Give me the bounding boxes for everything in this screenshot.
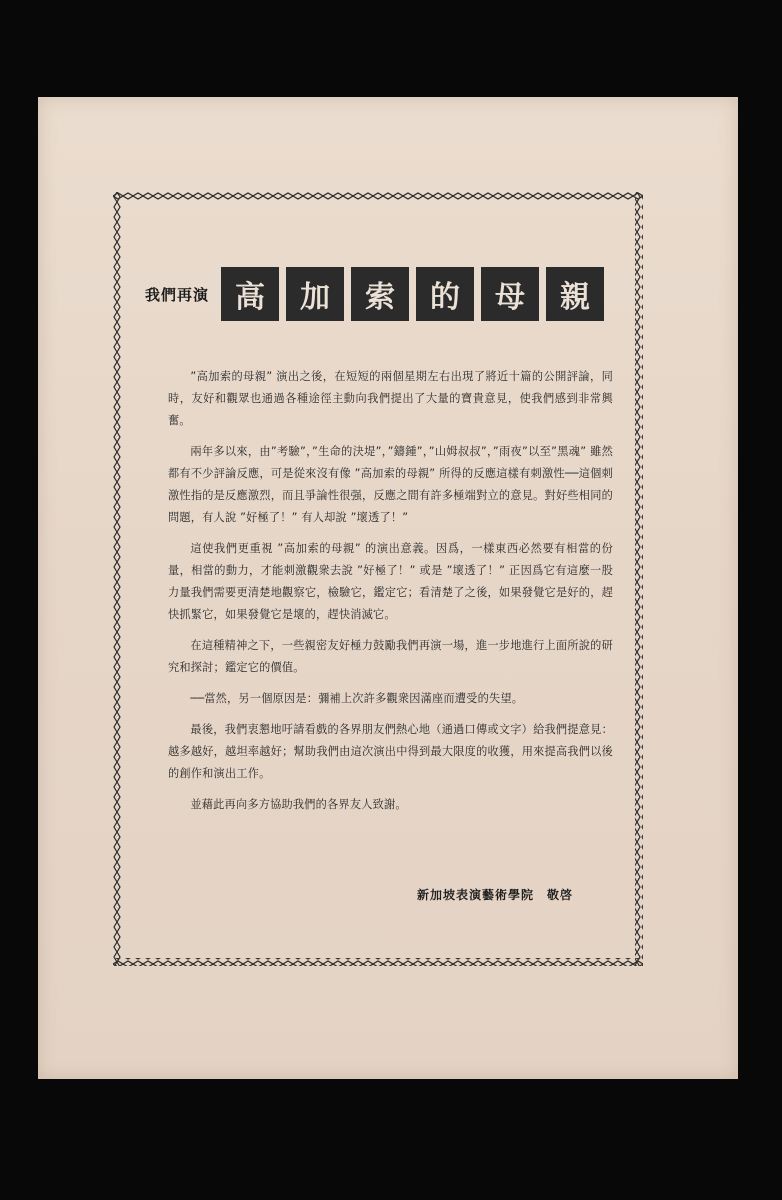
paragraph: 最後，我們衷懇地吁請看戲的各界朋友們熱心地（通過口傳或文字）給我們提意見：越多越好，越坦率越好；幫助我們由這次演出中得到最大限度的收獲，用來提高我們以後的創作和演出工作。 [168,723,613,780]
paragraph: 兩年多以來，由”考驗”，”生命的決堤”，”鑄鍾”，”山姆叔叔”，”雨夜”以至”黑魂” 雖然都有不少評論反應，可是從來沒有像 ”高加索的母親” 所得的反應這樣有刺激性──這個刺激性指的是反應激烈，而且爭論性很强，反應之間有許多極端對立的意見。對好些相同的問題，有人說 ”好極了！” 有人却說 ”壞透了！” [168,445,613,524]
pre-title: 我們再演 [145,285,210,304]
title-blocks [221,267,604,321]
title-char: 索 [351,267,409,321]
paragraph: 這使我們更重視 ”高加索的母親” 的演出意義。因爲，一樣東西必然要有相當的份量，相當的動力，才能刺激觀衆去說 ”好極了！” 或是 ”壞透了！” 正因爲它有這麼一股力量我們需要更清楚地觀察它，檢驗它，鑑定它；看清楚了之後，如果發覺它是好的，趕快抓緊它，如果發覺它是壞的，趕快消滅它。 [168,542,613,621]
paragraph: ”高加索的母親” 演出之後，在短短的兩個星期左右出現了將近十篇的公開評論，同時，友好和觀眾也通過各種途徑主動向我們提出了大量的寶貴意見，使我們感到非常興奮。 [168,370,613,427]
title-row [145,265,604,323]
title-char: 加 [286,267,344,321]
paragraph: ──當然，另一個原因是：彌補上次許多觀衆因滿座而遭受的失望。 [190,692,524,705]
paragraph: 在這種精神之下，一些親密友好極力鼓勵我們再演一場，進一步地進行上面所說的研究和探討；鑑定它的價值。 [168,639,613,674]
paragraph: 並藉此再向多方協助我們的各界友人致謝。 [190,798,407,811]
title-char: 母 [481,267,539,321]
signature: 新加坡表演藝術學院 敬啓 [417,888,574,902]
title-char: 的 [416,267,474,321]
title-char: 親 [546,267,604,321]
title-char: 高 [221,267,279,321]
letter-body [168,366,613,825]
